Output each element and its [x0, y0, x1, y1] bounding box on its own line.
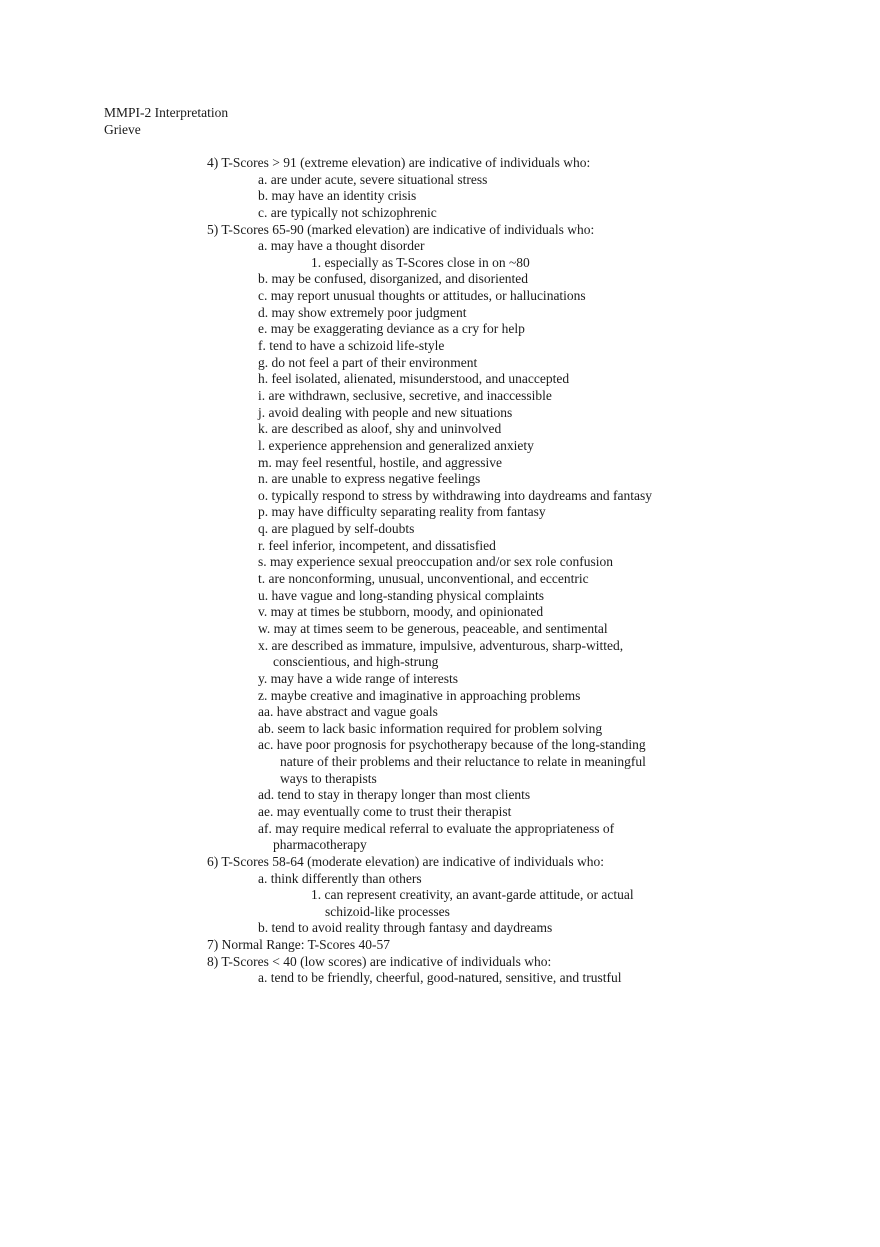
outline-line: conscientious, and high-strung: [273, 654, 439, 670]
outline-line: 1. especially as T-Scores close in on ~80: [311, 254, 530, 270]
outline-line: b. may be confused, disorganized, and disoriented: [258, 271, 529, 287]
document-title: MMPI-2 Interpretation: [104, 105, 229, 120]
outline-line: r. feel inferior, incompetent, and dissatisfied: [258, 537, 496, 553]
outline-line: n. are unable to express negative feelings: [258, 471, 481, 487]
outline-line: a. tend to be friendly, cheerful, good-natured, sensitive, and trustful: [258, 970, 622, 986]
outline-line: p. may have difficulty separating reality from fantasy: [258, 504, 546, 520]
outline-line: e. may be exaggerating deviance as a cry for help: [258, 321, 525, 337]
outline-line: pharmacotherapy: [273, 837, 367, 853]
outline-line: l. experience apprehension and generalized anxiety: [258, 437, 534, 453]
outline-line: m. may feel resentful, hostile, and aggressive: [258, 454, 503, 470]
outline-line: i. are withdrawn, seclusive, secretive, and inaccessible: [258, 387, 552, 403]
outline-line: af. may require medical referral to evaluate the appropriateness of: [258, 820, 615, 836]
outline-line: 1. can represent creativity, an avant-garde attitude, or actual: [311, 887, 634, 903]
interpretation-outline: [207, 155, 847, 987]
outline-line: 4) T-Scores > 91 (extreme elevation) are indicative of individuals who:: [207, 155, 591, 170]
outline-line: c. may report unusual thoughts or attitudes, or hallucinations: [258, 288, 586, 304]
outline-line: q. are plagued by self-doubts: [258, 521, 415, 537]
outline-line: b. may have an identity crisis: [258, 188, 417, 204]
outline-line: t. are nonconforming, unusual, unconventional, and eccentric: [258, 571, 589, 587]
outline-line: a. are under acute, severe situational stress: [258, 171, 488, 187]
outline-line: w. may at times seem to be generous, peaceable, and sentimental: [258, 620, 608, 636]
outline-line: x. are described as immature, impulsive, adventurous, sharp-witted,: [258, 637, 624, 653]
outline-line: z. maybe creative and imaginative in approaching problems: [258, 687, 581, 703]
outline-line: s. may experience sexual preoccupation and/or sex role confusion: [258, 554, 613, 570]
outline-line: 7) Normal Range: T-Scores 40-57: [207, 937, 390, 953]
outline-line: aa. have abstract and vague goals: [258, 704, 438, 720]
outline-line: o. typically respond to stress by withdrawing into daydreams and fantasy: [258, 487, 653, 503]
outline-line: nature of their problems and their reluctance to relate in meaningful: [280, 754, 646, 770]
outline-line: k. are described as aloof, shy and uninvolved: [258, 421, 502, 437]
outline-line: v. may at times be stubborn, moody, and opinionated: [258, 604, 544, 620]
outline-line: u. have vague and long-standing physical complaints: [258, 587, 545, 603]
outline-line: a. may have a thought disorder: [258, 238, 425, 254]
outline-line: schizoid-like processes: [325, 903, 450, 919]
outline-line: h. feel isolated, alienated, misunderstood, and unaccepted: [258, 371, 570, 387]
outline-line: b. tend to avoid reality through fantasy and daydreams: [258, 920, 553, 936]
outline-line: f. tend to have a schizoid life-style: [258, 338, 445, 354]
outline-line: a. think differently than others: [258, 870, 422, 886]
outline-line: ae. may eventually come to trust their therapist: [258, 803, 512, 819]
outline-line: d. may show extremely poor judgment: [258, 304, 467, 320]
outline-line: g. do not feel a part of their environment: [258, 354, 478, 370]
outline-line: j. avoid dealing with people and new situations: [258, 404, 513, 420]
outline-line: 6) T-Scores 58-64 (moderate elevation) are indicative of individuals who:: [207, 853, 605, 869]
outline-line: ac. have poor prognosis for psychotherapy because of the long-standing: [258, 737, 646, 753]
outline-line: 8) T-Scores < 40 (low scores) are indicative of individuals who:: [207, 953, 552, 969]
outline-line: ways to therapists: [280, 770, 377, 786]
document-header: [104, 104, 228, 138]
outline-line: c. are typically not schizophrenic: [258, 204, 437, 220]
outline-line: y. may have a wide range of interests: [258, 670, 459, 686]
outline-line: 5) T-Scores 65-90 (marked elevation) are indicative of individuals who:: [207, 221, 595, 237]
outline-line: ad. tend to stay in therapy longer than most clients: [258, 787, 531, 803]
outline-line: ab. seem to lack basic information required for problem solving: [258, 720, 603, 736]
document-author: Grieve: [104, 122, 141, 137]
